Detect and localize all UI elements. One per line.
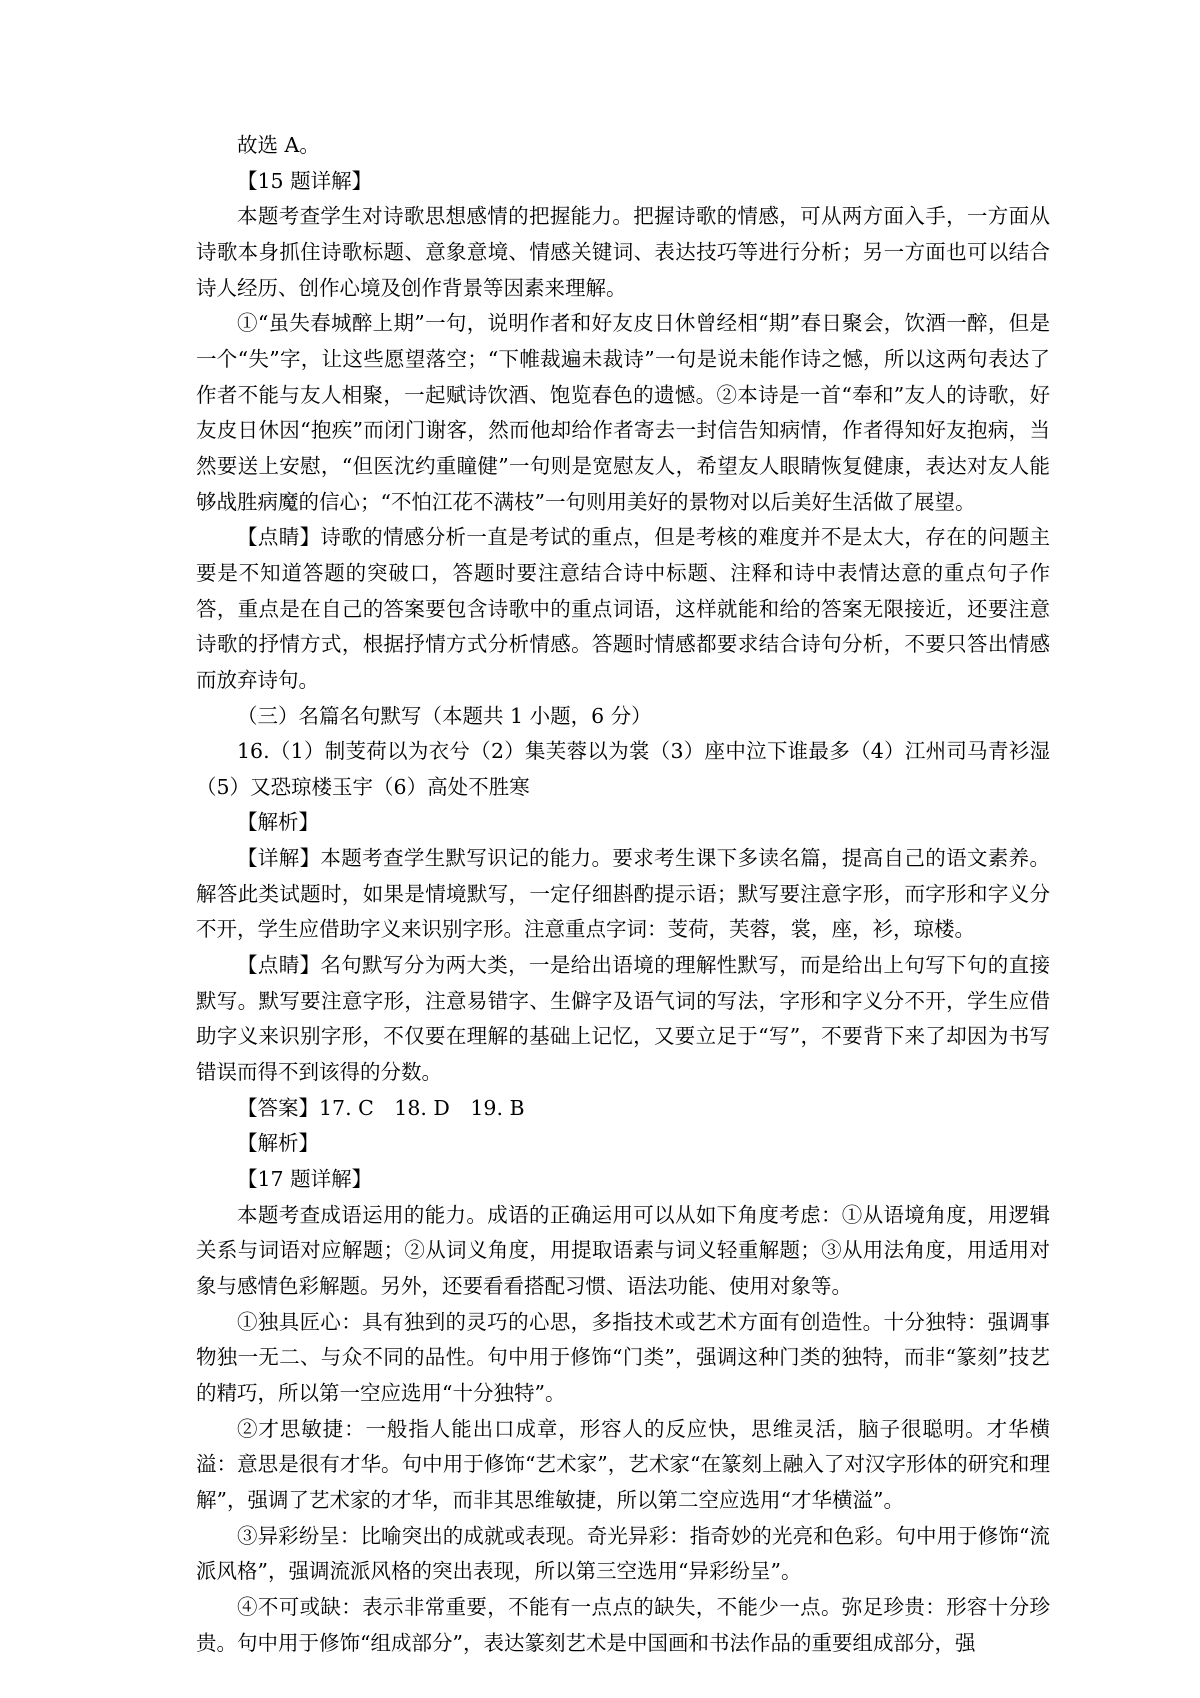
document-body <box>196 128 1050 1661</box>
paragraph: 16.（1）制芰荷以为衣兮（2）集芙蓉以为裳（3）座中泣下谁最多（4）江州司马青衫湿（5）又恐琼楼玉宇（6）高处不胜寒 <box>196 739 1050 799</box>
paragraph: 本题考查学生对诗歌思想感情的把握能力。把握诗歌的情感，可从两方面入手，一方面从诗歌本身抓住诗歌标题、意象意境、情感关键词、表达技巧等进行分析；另一方面也可以结合诗人经历、创作心境及创作背景等因素来理解。 <box>196 204 1050 300</box>
paragraph: （三）名篇名句默写（本题共 1 小题，6 分） <box>237 703 652 728</box>
paragraph: ②才思敏捷：一般指人能出口成章，形容人的反应快，思维灵活，脑子很聪明。才华横溢：意思是很有才华。句中用于修饰“艺术家”，艺术家“在篆刻上融入了对汉字形体的研究和理解”，强调了艺术家的才华，而非其思维敏捷，所以第二空应选用“才华横溢”。 <box>196 1416 1050 1512</box>
paragraph: 【解析】 <box>237 810 319 835</box>
paragraph: ①独具匠心：具有独到的灵巧的心思，多指技术或艺术方面有创造性。十分独特：强调事物独一无二、与众不同的品性。句中用于修饰“门类”，强调这种门类的独特，而非“篆刻”技艺的精巧，所以第一空应选用“十分独特”。 <box>196 1309 1050 1405</box>
paragraph: 【点睛】诗歌的情感分析一直是考试的重点，但是考核的难度并不是太大，存在的问题主要是不知道答题的突破口，答题时要注意结合诗中标题、注释和诗中表情达意的重点句子作答，重点是在自己的答案要包含诗歌中的重点词语，这样就能和给的答案无限接近，还要注意诗歌的抒情方式，根据抒情方式分析情感。答题时情感都要求结合诗句分析，不要只答出情感而放弃诗句。 <box>196 525 1050 692</box>
paragraph: ③异彩纷呈：比喻突出的成就或表现。奇光异彩：指奇妙的光亮和色彩。句中用于修饰“流派风格”，强调流派风格的突出表现，所以第三空选用“异彩纷呈”。 <box>196 1523 1050 1584</box>
paragraph: ④不可或缺：表示非常重要，不能有一点点的缺失，不能少一点。弥足珍贵：形容十分珍贵。句中用于修饰“组成部分”，表达篆刻艺术是中国画和书法作品的重要组成部分，强 <box>196 1594 1050 1655</box>
paragraph: 本题考查成语运用的能力。成语的正确运用可以从如下角度考虑：①从语境角度，用逻辑关系与词语对应解题；②从词义角度，用提取语素与词义轻重解题；③从用法角度，用适用对象与感情色彩解题。另外，还要看看搭配习惯、语法功能、使用对象等。 <box>196 1202 1050 1298</box>
paragraph: 【17 题详解】 <box>237 1167 373 1192</box>
paragraph: ①“虽失春城醉上期”一句，说明作者和好友皮日休曾经相“期”春日聚会，饮酒一醉，但是一个“失”字，让这些愿望落空；“下帷裁遍未裁诗”一句是说未能作诗之憾，所以这两句表达了作者不能与友人相聚，一起赋诗饮酒、饱览春色的遗憾。②本诗是一首“奉和”友人的诗歌，好友皮日休因“抱疾”而闭门谢客，然而他却给作者寄去一封信告知病情，作者得知好友抱病，当然要送上安慰，“但医沈约重瞳健”一句则是宽慰友人，希望友人眼睛恢复健康，表达对友人能够战胜病魔的信心；“不怕江花不满枝”一句则用美好的景物对以后美好生活做了展望。 <box>196 311 1050 514</box>
paragraph: 【答案】17. C 18. D 19. B <box>237 1095 525 1120</box>
paragraph: 故选 A。 <box>237 133 320 157</box>
paragraph: 【解析】 <box>237 1131 319 1156</box>
paragraph: 【15 题详解】 <box>237 168 373 193</box>
paragraph: 【点睛】名句默写分为两大类，一是给出语境的理解性默写，而是给出上句写下句的直接默写。默写要注意字形，注意易错字、生僻字及语气词的写法，字形和字义分不开，学生应借助字义来识别字形，不仅要在理解的基础上记忆，又要立足于“写”，不要背下来了却因为书写错误而得不到该得的分数。 <box>196 953 1050 1085</box>
paragraph: 【详解】本题考查学生默写识记的能力。要求考生课下多读名篇，提高自己的语文素养。解答此类试题时，如果是情境默写，一定仔细斟酌提示语；默写要注意字形，而字形和字义分不开，学生应借助字义来识别字形。注意重点字词：芰荷，芙蓉，裳，座，衫，琼楼。 <box>196 846 1050 942</box>
